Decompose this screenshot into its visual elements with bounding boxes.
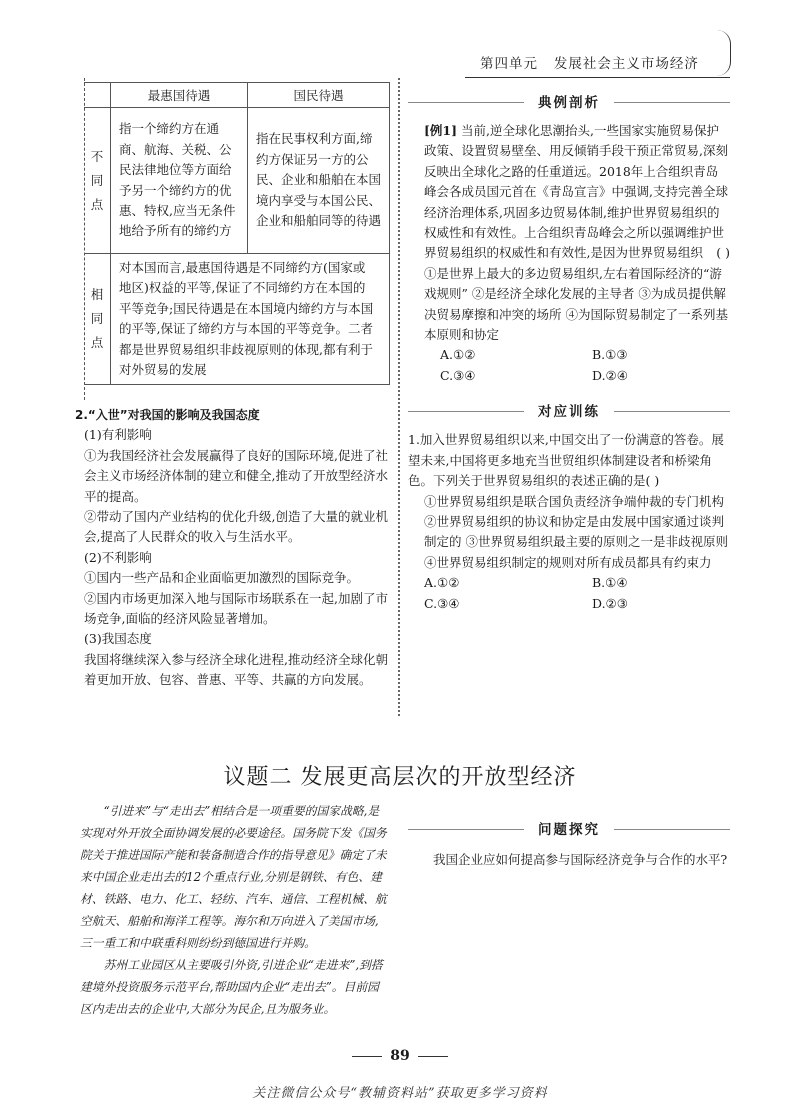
section-title: 2.“入世”对我国的影响及我国态度 [75,408,260,422]
choice-c[interactable]: C.③④ [424,595,460,611]
page-number: 89 [0,1048,800,1064]
subheading-positive: (1)有利影响 [84,427,152,443]
case-material [80,800,390,1020]
tag-typical-example: 典例剖析 [408,91,730,113]
paragraph: ①国内一些产品和企业面临更加激烈的国际竞争。 [84,570,360,586]
paragraph: ①为我国经济社会发展赢得了良好的国际环境,促进了社会主义市场经济体制的建立和健全,推动了开放型经济水平的提高。 [84,447,388,504]
row-label-difference: 不同点 [84,108,111,254]
practice-statements: ①世界贸易组织是联合国负责经济争端仲裁的专门机构 ②世界贸易组织的协议和协定是由发展中国家通过谈判制定的 ③世界贸易组织最主要的原则之一是非歧视原则 ④世界贸易组织制定的规则对所有成员都具有约束力 [424,493,728,570]
running-header [480,52,730,72]
choice-a[interactable]: A.①② [440,347,476,363]
topic-heading: 议题二 发展更高层次的开放型经济 [223,765,577,790]
row-label-similarity: 相同点 [84,254,111,385]
inquiry-question: 我国企业应如何提高参与国际经济竞争与合作的水平? [433,852,728,867]
case-paragraph-2: 苏州工业园区从主要吸引外资,引进企业“走进来”,到搭建境外投资服务示范平台,帮助国内企业“走出去”。目前园区内走出去的企业中,大部分为民企,且为服务业。 [80,958,383,1016]
inquiry-block [408,818,730,870]
table-row-similarity [84,254,390,385]
choice-d[interactable]: D.②③ [592,595,628,611]
answer-blank: ( ) [716,245,730,261]
example-label: [例1] [424,123,458,138]
example-question [408,121,730,264]
footer-note: 关注微信公众号“教辅资料站”获取更多学习资料 [252,1086,548,1101]
table-row-difference [84,108,390,254]
practice-question: 1.加入世界贸易组织以来,中国交出了一份满意的答卷。展望未来,中国将更多地充当世贸组织体制建设者和桥梁角色。下列关于世界贸易组织的表述正确的是( ) [408,432,724,489]
tag-inquiry: 问题探究 [408,818,730,840]
right-column [408,91,730,614]
table-header-national: 国民待遇 [248,83,390,108]
choice-d[interactable]: D.②④ [592,367,628,383]
cell-national-difference: 指在民事权利方面,缔约方保证另一方的公民、企业和船舶在本国境内享受与本国公民、企业和船舶同等的待遇 [248,108,390,254]
practice-choices-2 [408,594,730,614]
cell-similarity: 对本国而言,最惠国待遇是不同缔约方(国家或地区)权益的平等,保证了不同缔约方在本国的平等竞争;国民待遇是在本国境内缔约方与本国的平等,保证了缔约方与本国的平等竞争。二者都是世界贸易组织非歧视原则的体现,都有利于对外贸易的发展 [111,254,390,385]
choice-a[interactable]: A.①② [424,575,460,591]
table-header-mfn: 最惠国待遇 [111,83,248,108]
table-header-row [84,83,390,108]
left-section-2 [75,405,393,691]
paragraph: ②国内市场更加深入地与国际市场联系在一起,加剧了市场竞争,面临的经济风险显著增加。 [84,590,388,627]
choice-b[interactable]: B.①④ [592,575,628,591]
subheading-negative: (2)不利影响 [84,549,152,565]
paragraph: ②带动了国内产业结构的优化升级,创造了大量的就业机会,提高了人民群众的收入与生活水平。 [84,509,388,545]
practice-choices-1 [408,573,730,593]
paragraph: 我国将继续深入参与经济全球化进程,推动经济全球化朝着更加开放、包容、普惠、平等、共赢的方向发展。 [84,651,388,688]
case-paragraph-1: “引进来”与“走出去”相结合是一项重要的国家战略,是实现对外开放全面协调发展的必要途径。国务院下发《国务院关于推进国际产能和装备制造合作的指导意见》确定了未来中国企业走出去的12个重点行业,分别是钢铁、有色、建材、铁路、电力、化工、轻纺、汽车、通信、工程机械、航空航天、船舶和海洋工程等。海尔和万向进入了美国市场,三一重工和中联重科则纷纷到德国进行并购。 [80,804,387,950]
cell-mfn-difference: 指一个缔约方在通商、航海、关税、公民法律地位等方面给予另一个缔约方的优惠、特权,应当无条件地给予所有的缔约方 [111,108,248,254]
choice-c[interactable]: C.③④ [440,367,476,383]
example-text: 当前,逆全球化思潮抬头,一些国家实施贸易保护政策、设置贸易壁垒、用反倾销手段干预正常贸易,深刻反映出全球化之路的任重道远。2018年上合组织青岛峰会各成员国元首在《青岛宣言》中强调,支持完善全球经济治理体系,巩固多边贸易体制,维护世界贸易组织的权威性和有效性。上合组织青岛峰会之所以强调维护世界贸易组织的权威性和有效性,是因为世界贸易组织 [424,123,728,261]
column-divider [398,78,401,716]
subheading-attitude: (3)我国态度 [84,631,152,647]
unit-label: 第四单元 [480,56,538,72]
example-statements: ①是世界上最大的多边贸易组织,左右着国际经济的“游戏规则” ②是经济全球化发展的主导者 ③为成员提供解决贸易摩擦和冲突的场所 ④为国际贸易制定了一系列基本原则和协定 [424,265,728,343]
choice-b[interactable]: B.①③ [592,347,628,363]
unit-title: 发展社会主义市场经济 [553,56,699,72]
example-choices-2 [408,366,730,386]
example-choices-1 [408,345,730,365]
comparison-table [84,82,390,385]
header-rule [465,77,730,78]
tag-practice: 对应训练 [408,400,730,422]
